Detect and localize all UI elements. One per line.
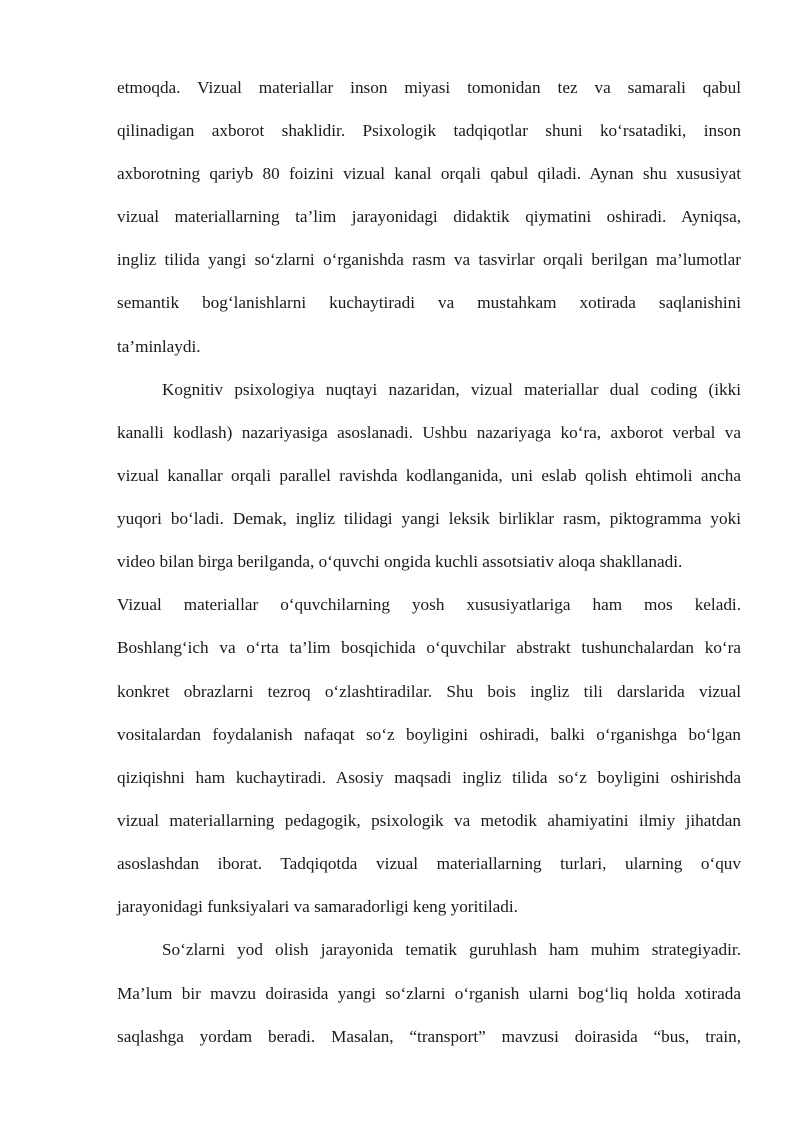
text-line: Boshlang‘ich va o‘rta ta’lim bosqichida o‘quvchilar abstrakt tushunchalardan ko‘ra <box>117 638 741 657</box>
text-line: vizual materiallarning ta’lim jarayonidagi didaktik qiymatini oshiradi. Ayniqsa, <box>117 207 741 226</box>
text-line: ingliz tilida yangi so‘zlarni o‘rganishda rasm va tasvirlar orqali berilgan ma’lumotlar <box>117 250 741 269</box>
text-line: Ma’lum bir mavzu doirasida yangi so‘zlarni o‘rganish ularni bog‘liq holda xotirada <box>117 984 741 1003</box>
text-line: asoslashdan iborat. Tadqiqotda vizual materiallarning turlari, ularning o‘quv <box>117 854 741 873</box>
text-line: vositalardan foydalanish nafaqat so‘z boyligini oshiradi, balki o‘rganishga bo‘lgan <box>117 725 741 744</box>
text-line: video bilan birga berilganda, o‘quvchi ongida kuchli assotsiativ aloqa shakllanadi. <box>117 552 683 571</box>
paragraph-first-line: So‘zlarni yod olish jarayonida tematik guruhlash ham muhim strategiyadir. <box>162 940 741 959</box>
text-line: yuqori bo‘ladi. Demak, ingliz tilidagi yangi leksik birliklar rasm, piktogramma yoki <box>117 509 741 528</box>
text-line: axborotning qariyb 80 foizini vizual kanal orqali qabul qiladi. Aynan shu xususiyat <box>117 164 741 183</box>
text-line: vizual materiallarning pedagogik, psixologik va metodik ahamiyatini ilmiy jihatdan <box>117 811 741 830</box>
text-line: ta’minlaydi. <box>117 337 201 356</box>
text-line: konkret obrazlarni tezroq o‘zlashtiradilar. Shu bois ingliz tili darslarida vizual <box>117 682 741 701</box>
paragraph-first-line: Kognitiv psixologiya nuqtayi nazaridan, vizual materiallar dual coding (ikki <box>162 380 741 399</box>
text-line: qiziqishni ham kuchaytiradi. Asosiy maqsadi ingliz tilida so‘z boyligini oshirishda <box>117 768 741 787</box>
text-line: jarayonidagi funksiyalari va samaradorligi keng yoritiladi. <box>117 897 518 916</box>
text-line: semantik bog‘lanishlarni kuchaytiradi va mustahkam xotirada saqlanishini <box>117 293 741 312</box>
text-line: etmoqda. Vizual materiallar inson miyasi tomonidan tez va samarali qabul <box>117 78 741 97</box>
text-line: Vizual materiallar o‘quvchilarning yosh xususiyatlariga ham mos keladi. <box>117 595 741 614</box>
text-line: qilinadigan axborot shaklidir. Psixologik tadqiqotlar shuni ko‘rsatadiki, inson <box>117 121 741 140</box>
text-line: kanalli kodlash) nazariyasiga asoslanadi. Ushbu nazariyaga ko‘ra, axborot verbal va <box>117 423 741 442</box>
text-line: saqlashga yordam beradi. Masalan, “transport” mavzusi doirasida “bus, train, <box>117 1027 741 1046</box>
text-line: vizual kanallar orqali parallel ravishda kodlanganida, uni eslab qolish ehtimoli ancha <box>117 466 741 485</box>
